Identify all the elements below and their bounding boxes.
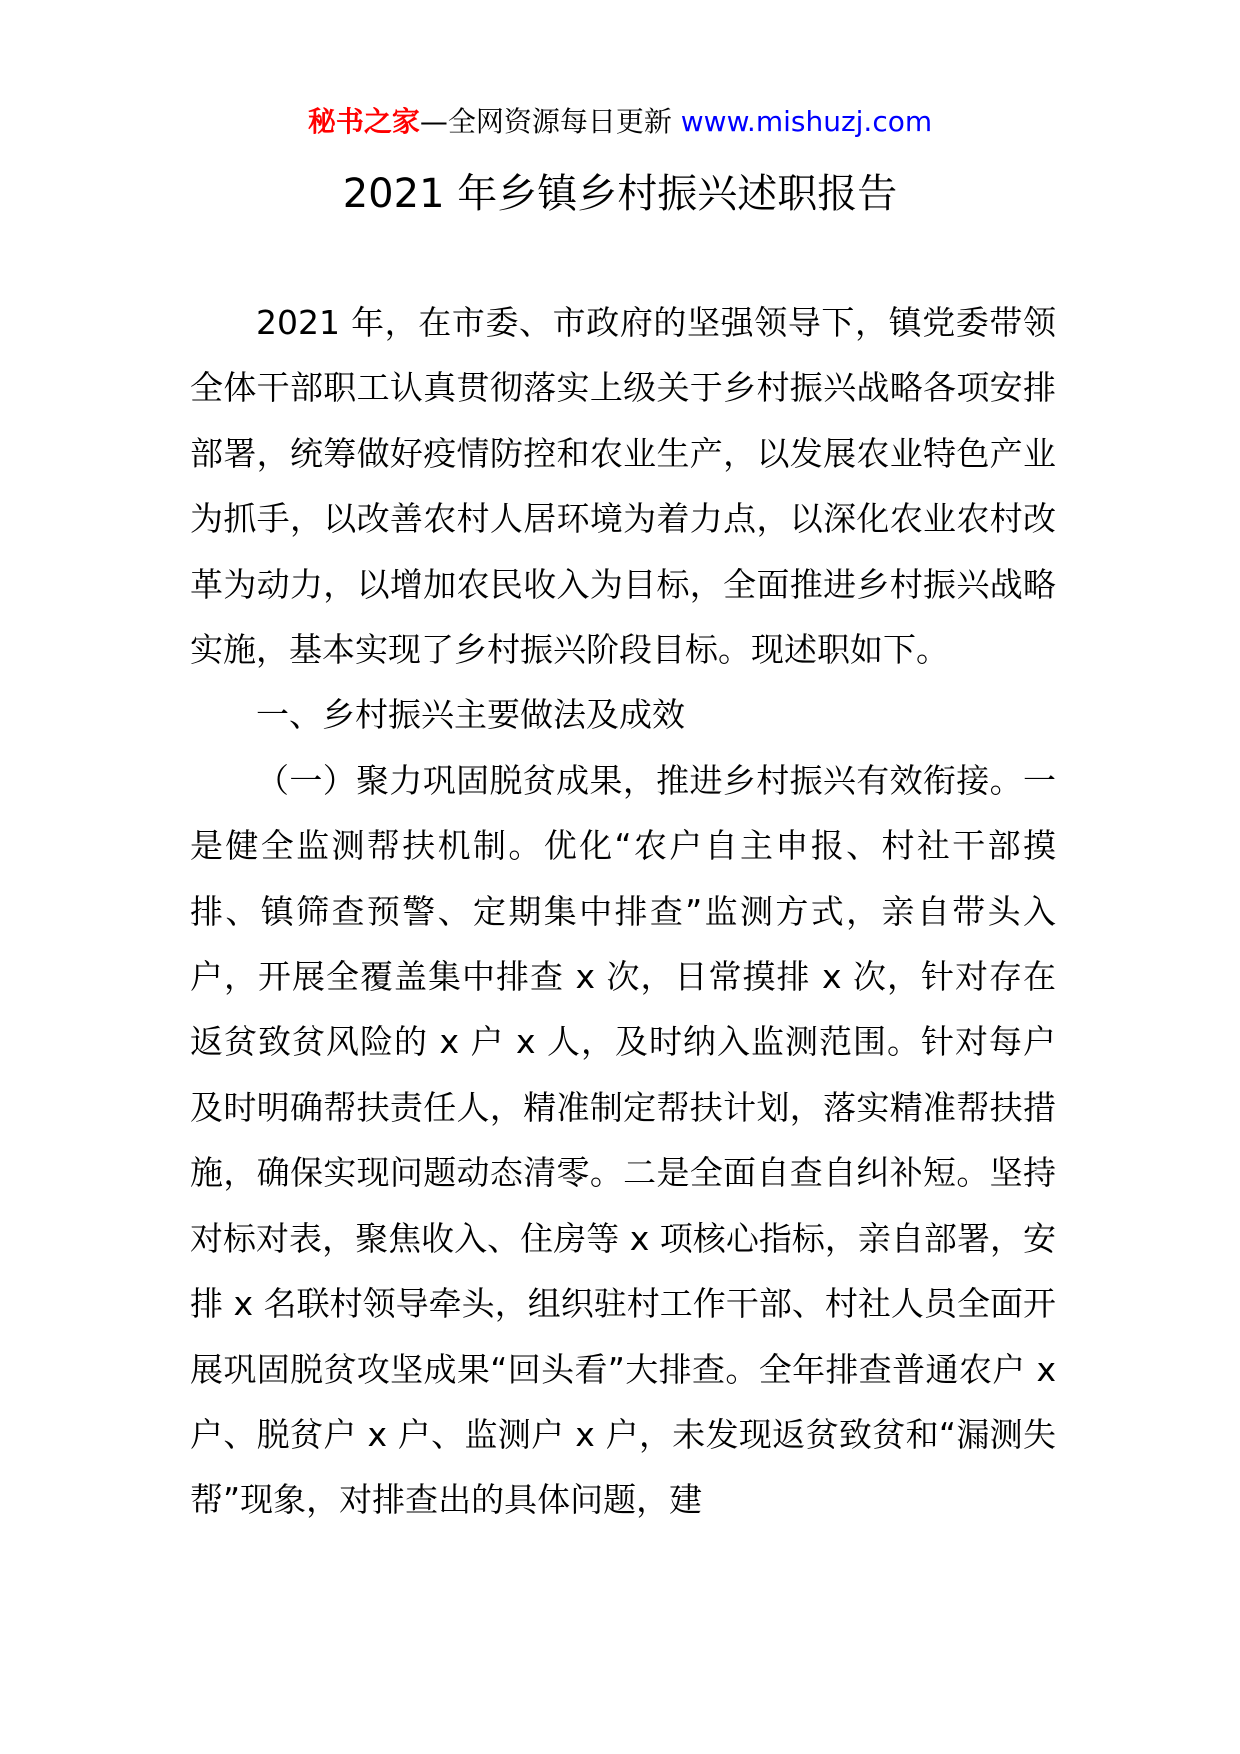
site-url-link[interactable]: www.mishuzj.com — [680, 105, 933, 138]
site-brand: 秘书之家 — [307, 105, 420, 138]
section-heading: 一、乡村振兴主要做法及成效 — [256, 695, 685, 735]
section-paragraph: （一）聚力巩固脱贫成果，推进乡村振兴有效衔接。一是健全监测帮扶机制。优化“农户自主申报、村社干部摸排、镇筛查预警、定期集中排查”监测方式，亲自带头入户，开展全覆盖集中排查 x 次，日常摸排 x 次，针对存在返贫致贫风险的 x 户 x 人，及时纳入监测范围。针对每户及时明确帮扶责任人，精准制定帮扶计划，落实精准帮扶措施，确保实现问题动态清零。二是全面自查自纠补短。坚持对标对表，聚焦收入、住房等 x 项核心指标，亲自部署，安排 x 名联村领导牵头，组织驻村工作干部、村社人员全面开展巩固脱贫攻坚成果“回头看”大排查。全年排查普通农户 x 户、脱贫户 x 户、监测户 x 户，未发现返贫致贫和“漏测失帮”现象，对排查出的具体问题，建 — [190, 760, 1056, 1520]
intro-paragraph: 2021 年，在市委、市政府的坚强领导下，镇党委带领全体干部职工认真贯彻落实上级关于乡村振兴战略各项安排部署，统筹做好疫情防控和农业生产，以发展农业特色产业为抓手，以改善农村人居环境为着力点，以深化农业农村改革为动力，以增加农民收入为目标，全面推进乡村振兴战略实施，基本实现了乡村振兴阶段目标。现述职如下。 — [190, 303, 1056, 670]
site-header — [0, 100, 1240, 144]
document-title: 2021 年乡镇乡村振兴述职报告 — [342, 171, 898, 217]
document-body — [190, 290, 1056, 1533]
site-tagline: —全网资源每日更新 — [419, 105, 681, 138]
